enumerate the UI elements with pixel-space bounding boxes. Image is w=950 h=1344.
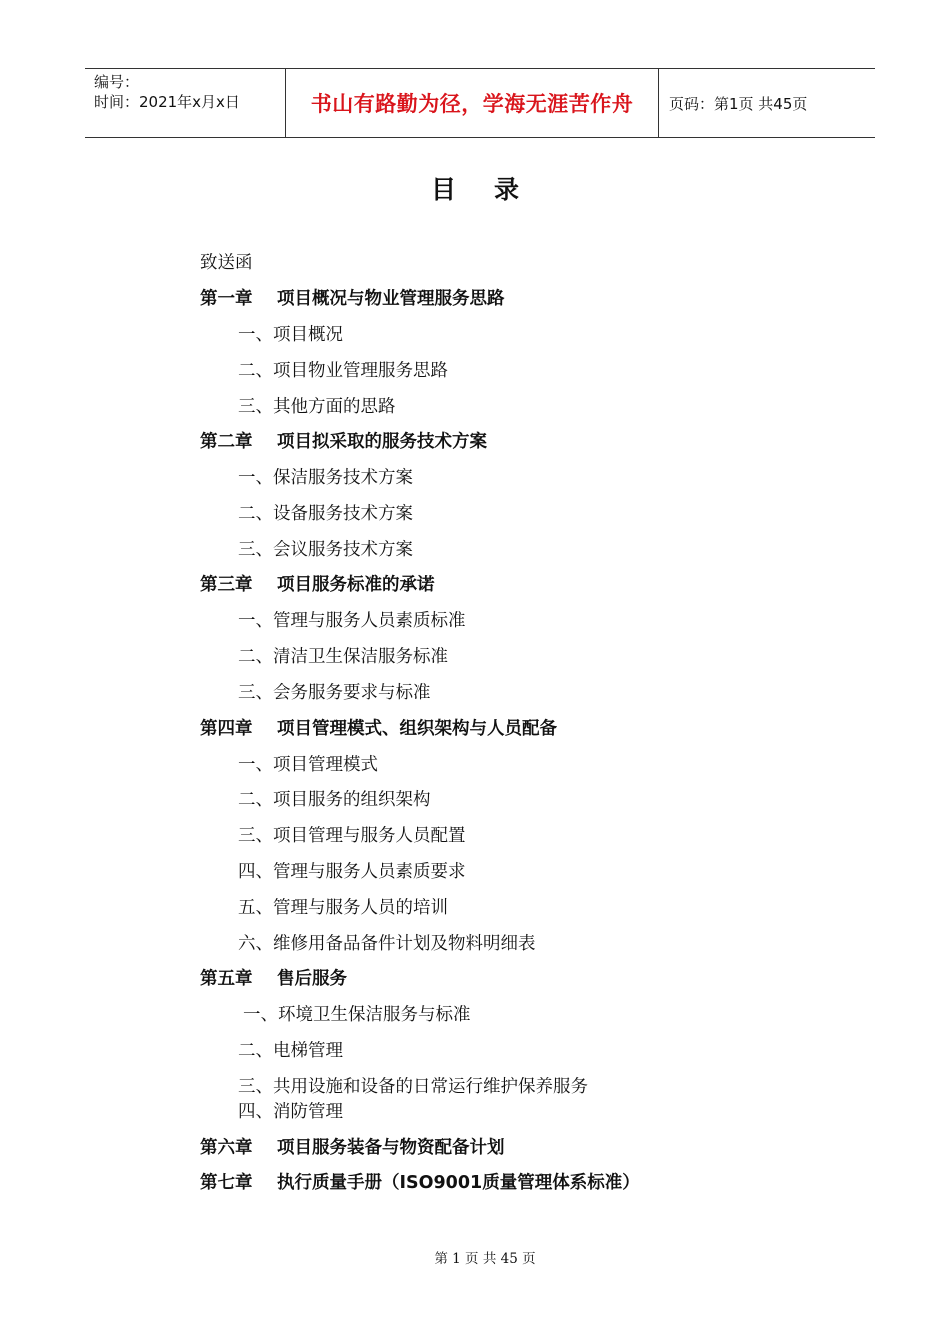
- toc-section[interactable]: 一、管理与服务人员素质标准: [238, 611, 466, 631]
- code-label: 编号：: [94, 73, 140, 91]
- toc-section[interactable]: 一、项目概况: [238, 325, 343, 345]
- toc-section[interactable]: 一、环境卫生保洁服务与标准: [243, 1005, 471, 1025]
- toc-chapter-3[interactable]: [200, 574, 435, 596]
- toc-title: 目录: [430, 175, 557, 204]
- chapter-title: 项目服务装备与物资配备计划: [277, 1138, 505, 1158]
- toc-chapter-1[interactable]: [200, 288, 505, 310]
- toc-section[interactable]: 三、会务服务要求与标准: [238, 683, 431, 703]
- toc-section[interactable]: 五、管理与服务人员的培训: [238, 898, 448, 918]
- toc-section[interactable]: 四、管理与服务人员素质要求: [238, 862, 466, 882]
- toc-section[interactable]: 二、电梯管理: [238, 1041, 343, 1061]
- chapter-number: 第四章: [200, 719, 253, 739]
- toc-section[interactable]: 三、其他方面的思路: [238, 397, 396, 417]
- chapter-title: 执行质量手册（ISO9001质量管理体系标准）: [277, 1173, 640, 1193]
- toc-section[interactable]: 二、项目服务的组织架构: [238, 790, 431, 810]
- page-footer: 第 1 页 共 45 页: [434, 1251, 536, 1267]
- toc-section[interactable]: 三、会议服务技术方案: [238, 540, 413, 560]
- motto: 书山有路勤为径，学海无涯苦作舟: [310, 92, 634, 116]
- chapter-title: 项目概况与物业管理服务思路: [277, 289, 505, 309]
- toc-chapter-6[interactable]: [200, 1137, 505, 1159]
- toc-section[interactable]: 二、清洁卫生保洁服务标准: [238, 647, 448, 667]
- chapter-title: 项目拟采取的服务技术方案: [277, 432, 487, 452]
- chapter-number: 第三章: [200, 575, 253, 595]
- toc-section[interactable]: 一、项目管理模式: [238, 755, 378, 775]
- chapter-number: 第六章: [200, 1138, 253, 1158]
- toc-section[interactable]: 一、保洁服务技术方案: [238, 468, 413, 488]
- time-label: 时间：2021年x月x日: [94, 93, 240, 111]
- toc-chapter-7[interactable]: [200, 1172, 640, 1194]
- toc-chapter-2[interactable]: [200, 431, 487, 453]
- toc-section[interactable]: 三、共用设施和设备的日常运行维护保养服务: [238, 1077, 588, 1097]
- toc-intro[interactable]: 致送函: [200, 253, 253, 273]
- chapter-number: 第二章: [200, 432, 253, 452]
- chapter-number: 第五章: [200, 969, 253, 989]
- chapter-number: 第七章: [200, 1173, 253, 1193]
- chapter-number: 第一章: [200, 289, 253, 309]
- page-info: 页码：第1页 共45页: [669, 94, 808, 113]
- chapter-title: 项目服务标准的承诺: [277, 575, 435, 595]
- chapter-title: 项目管理模式、组织架构与人员配备: [277, 719, 557, 739]
- toc-section[interactable]: 二、设备服务技术方案: [238, 504, 413, 524]
- toc-section[interactable]: 四、消防管理: [238, 1102, 343, 1122]
- toc-section[interactable]: 六、维修用备品备件计划及物料明细表: [238, 934, 536, 954]
- toc-chapter-5[interactable]: [200, 968, 347, 990]
- toc-chapter-4[interactable]: [200, 718, 557, 740]
- chapter-title: 售后服务: [277, 969, 347, 989]
- toc-section[interactable]: 二、项目物业管理服务思路: [238, 361, 448, 381]
- toc-section[interactable]: 三、项目管理与服务人员配置: [238, 826, 466, 846]
